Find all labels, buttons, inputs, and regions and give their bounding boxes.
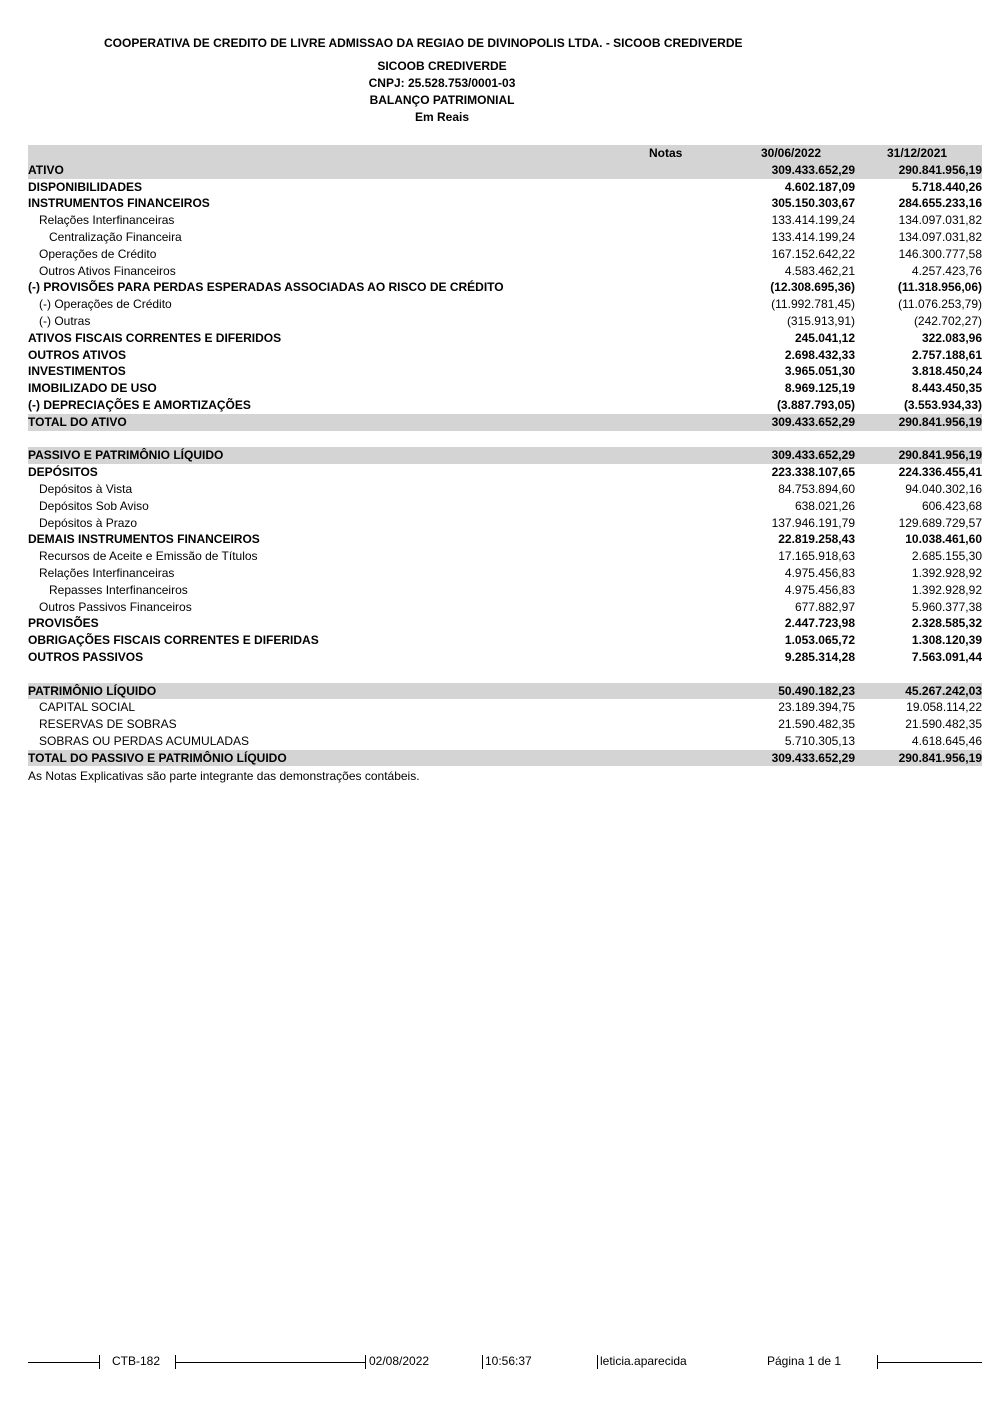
value-2022: 223.338.107,65 (771, 465, 855, 480)
value-2022: 4.602.187,09 (784, 179, 855, 194)
spacer-row (28, 666, 982, 683)
value-2022: 3.965.051,30 (784, 364, 855, 379)
value-2022: 2.447.723,98 (784, 616, 855, 631)
row-label: Operações de Crédito (39, 246, 157, 261)
table-row (28, 615, 982, 632)
table-row (28, 246, 982, 263)
value-2021: 2.328.585,32 (911, 616, 982, 631)
footer-tick (99, 1355, 100, 1369)
value-2022: 21.590.482,35 (778, 717, 855, 732)
table-row (28, 296, 982, 313)
footer-rule (175, 1362, 365, 1363)
row-label: (-) Operações de Crédito (39, 297, 172, 312)
row-label: DEMAIS INSTRUMENTOS FINANCEIROS (28, 532, 260, 547)
table-header (28, 145, 982, 162)
table-row (28, 548, 982, 565)
value-2022: 1.053.065,72 (784, 633, 855, 648)
row-label: ATIVOS FISCAIS CORRENTES E DIFERIDOS (28, 330, 282, 345)
row-label: CAPITAL SOCIAL (39, 700, 136, 715)
value-2022: 309.433.652,29 (771, 162, 855, 177)
table-row (28, 531, 982, 548)
balance-sheet-table (28, 145, 982, 766)
value-2021: 290.841.956,19 (898, 162, 982, 177)
row-label: RESERVAS DE SOBRAS (39, 717, 177, 732)
table-row (28, 195, 982, 212)
cooperative-name: COOPERATIVA DE CREDITO DE LIVRE ADMISSAO DA REGIAO DE DIVINOPOLIS LTDA. - SICOOB CREDIVERDE (104, 36, 743, 50)
row-label: (-) DEPRECIAÇÕES E AMORTIZAÇÕES (28, 397, 251, 412)
row-label: Relações Interfinanceiras (39, 213, 175, 228)
value-2021: 10.038.461,60 (905, 532, 982, 547)
value-2022: 137.946.191,79 (771, 515, 855, 530)
row-label: Relações Interfinanceiras (39, 565, 175, 580)
table-row (28, 565, 982, 582)
value-2021: (3.553.934,33) (903, 397, 982, 412)
value-2022: 22.819.258,43 (778, 532, 855, 547)
table-row (28, 414, 982, 431)
table-row (28, 447, 982, 464)
footer-tick (482, 1355, 483, 1369)
value-2021: 21.590.482,35 (905, 717, 982, 732)
row-label: Outros Ativos Financeiros (39, 263, 176, 278)
footer-time: 10:56:37 (485, 1354, 532, 1368)
value-2022: 4.975.456,83 (784, 565, 855, 580)
value-2021: 290.841.956,19 (898, 414, 982, 429)
value-2021: 290.841.956,19 (898, 448, 982, 463)
value-2022: 167.152.642,22 (771, 246, 855, 261)
footer-page: Página 1 de 1 (767, 1354, 842, 1368)
table-row (28, 397, 982, 414)
value-2022: 309.433.652,29 (771, 414, 855, 429)
table-row (28, 162, 982, 179)
value-2021: 45.267.242,03 (905, 683, 982, 698)
row-label: DISPONIBILIDADES (28, 179, 143, 194)
row-label: OUTROS ATIVOS (28, 347, 127, 362)
value-2021: 7.563.091,44 (911, 649, 982, 664)
table-body (28, 162, 982, 767)
table-row (28, 683, 982, 700)
value-2021: 1.392.928,92 (911, 565, 982, 580)
value-2021: 284.655.233,16 (898, 196, 982, 211)
value-2021: 146.300.777,58 (898, 246, 982, 261)
value-2022: (12.308.695,36) (770, 280, 855, 295)
value-2021: (11.076.253,79) (898, 297, 982, 312)
row-label: Outros Passivos Financeiros (39, 599, 192, 614)
footer-code: CTB-182 (112, 1354, 161, 1368)
value-2022: 5.710.305,13 (784, 733, 855, 748)
currency-unit: Em Reais (414, 110, 470, 124)
value-2021: 8.443.450,35 (911, 381, 982, 396)
value-2021: 2.685.155,30 (911, 549, 982, 564)
value-2022: 17.165.918,63 (778, 549, 855, 564)
page-footer (0, 1352, 1000, 1372)
row-label: Depósitos Sob Aviso (39, 498, 149, 513)
value-2021: 2.757.188,61 (911, 347, 982, 362)
value-2022: 4.583.462,21 (784, 263, 855, 278)
footnote: As Notas Explicativas são parte integrante das demonstrações contábeis. (28, 769, 420, 783)
table-row (28, 464, 982, 481)
table-row (28, 330, 982, 347)
value-2021: 134.097.031,82 (898, 213, 982, 228)
entity-name: SICOOB CREDIVERDE (377, 59, 507, 73)
footer-user: leticia.aparecida (600, 1354, 687, 1368)
value-2022: 677.882,97 (794, 599, 855, 614)
table-row (28, 279, 982, 296)
value-2022: 245.041,12 (794, 330, 855, 345)
footer-tick (365, 1355, 366, 1369)
cnpj: CNPJ: 25.528.753/0001-03 (368, 76, 516, 90)
table-row (28, 733, 982, 750)
value-2022: 84.753.894,60 (778, 481, 855, 496)
table-row (28, 649, 982, 666)
value-2022: 133.414.199,24 (771, 229, 855, 244)
value-2021: 134.097.031,82 (898, 229, 982, 244)
value-2021: 19.058.114,22 (906, 700, 982, 715)
table-row (28, 481, 982, 498)
row-label: TOTAL DO ATIVO (28, 414, 127, 429)
table-row (28, 599, 982, 616)
value-2022: 2.698.432,33 (784, 347, 855, 362)
row-label: Centralização Financeira (49, 229, 182, 244)
table-row (28, 716, 982, 733)
value-2022: (3.887.793,05) (776, 397, 855, 412)
value-2022: (315.913,91) (786, 313, 855, 328)
row-label: PASSIVO E PATRIMÔNIO LÍQUIDO (28, 448, 224, 463)
value-2021: 4.257.423,76 (911, 263, 982, 278)
value-2022: 305.150.303,67 (771, 196, 855, 211)
footer-rule (28, 1362, 99, 1363)
value-2021: 290.841.956,19 (898, 750, 982, 765)
value-2022: 23.189.394,75 (778, 700, 855, 715)
row-label: (-) PROVISÕES PARA PERDAS ESPERADAS ASSOCIADAS AO RISCO DE CRÉDITO (28, 280, 504, 295)
table-row (28, 699, 982, 716)
value-2022: 8.969.125,19 (784, 381, 855, 396)
row-label: Depósitos à Vista (39, 481, 133, 496)
col-notas: Notas (649, 146, 683, 160)
table-row (28, 380, 982, 397)
row-label: OUTROS PASSIVOS (28, 649, 144, 664)
value-2021: 224.336.455,41 (898, 465, 982, 480)
col-date-2022: 30/06/2022 (761, 146, 822, 160)
footer-tick (597, 1355, 598, 1369)
row-label: Repasses Interfinanceiros (49, 582, 188, 597)
table-row (28, 313, 982, 330)
value-2021: 3.818.450,24 (911, 364, 982, 379)
row-label: OBRIGAÇÕES FISCAIS CORRENTES E DIFERIDAS (28, 633, 319, 648)
spacer-row (28, 431, 982, 448)
row-label: PATRIMÔNIO LÍQUIDO (28, 683, 157, 698)
value-2021: 129.689.729,57 (898, 515, 982, 530)
table-row (28, 347, 982, 364)
value-2022: 133.414.199,24 (771, 213, 855, 228)
value-2022: 4.975.456,83 (784, 582, 855, 597)
value-2022: 50.490.182,23 (778, 683, 855, 698)
row-label: ATIVO (28, 162, 64, 177)
value-2022: 9.285.314,28 (784, 649, 855, 664)
footer-rule (877, 1362, 982, 1363)
row-label: PROVISÕES (28, 616, 99, 631)
table-row (28, 582, 982, 599)
value-2021: 1.308.120,39 (911, 633, 982, 648)
value-2022: 309.433.652,29 (771, 448, 855, 463)
value-2022: (11.992.781,45) (771, 297, 855, 312)
value-2021: 606.423,68 (921, 498, 982, 513)
value-2021: 4.618.645,46 (911, 733, 982, 748)
table-row (28, 229, 982, 246)
table-row (28, 179, 982, 196)
row-label: INSTRUMENTOS FINANCEIROS (28, 196, 210, 211)
value-2022: 309.433.652,29 (771, 750, 855, 765)
row-label: Depósitos à Prazo (39, 515, 138, 530)
row-label: TOTAL DO PASSIVO E PATRIMÔNIO LÍQUIDO (28, 750, 287, 765)
row-label: DEPÓSITOS (28, 465, 98, 480)
table-row (28, 263, 982, 280)
value-2021: 5.960.377,38 (911, 599, 982, 614)
table-row (28, 632, 982, 649)
table-row (28, 750, 982, 767)
row-label: Recursos de Aceite e Emissão de Títulos (39, 549, 258, 564)
value-2021: (242.702,27) (913, 313, 982, 328)
row-label: SOBRAS OU PERDAS ACUMULADAS (39, 733, 250, 748)
table-row (28, 363, 982, 380)
table-row (28, 515, 982, 532)
report-title: BALANÇO PATRIMONIAL (369, 93, 515, 107)
row-label: (-) Outras (39, 313, 91, 328)
table-row (28, 212, 982, 229)
footer-date: 02/08/2022 (369, 1354, 430, 1368)
row-label: IMOBILIZADO DE USO (28, 381, 157, 396)
value-2021: 94.040.302,16 (905, 481, 982, 496)
value-2021: (11.318.956,06) (897, 280, 982, 295)
row-label: INVESTIMENTOS (28, 364, 126, 379)
value-2021: 1.392.928,92 (911, 582, 982, 597)
value-2022: 638.021,26 (794, 498, 855, 513)
table-row (28, 498, 982, 515)
value-2021: 322.083,96 (921, 330, 982, 345)
col-date-2021: 31/12/2021 (887, 146, 948, 160)
value-2021: 5.718.440,26 (911, 179, 982, 194)
